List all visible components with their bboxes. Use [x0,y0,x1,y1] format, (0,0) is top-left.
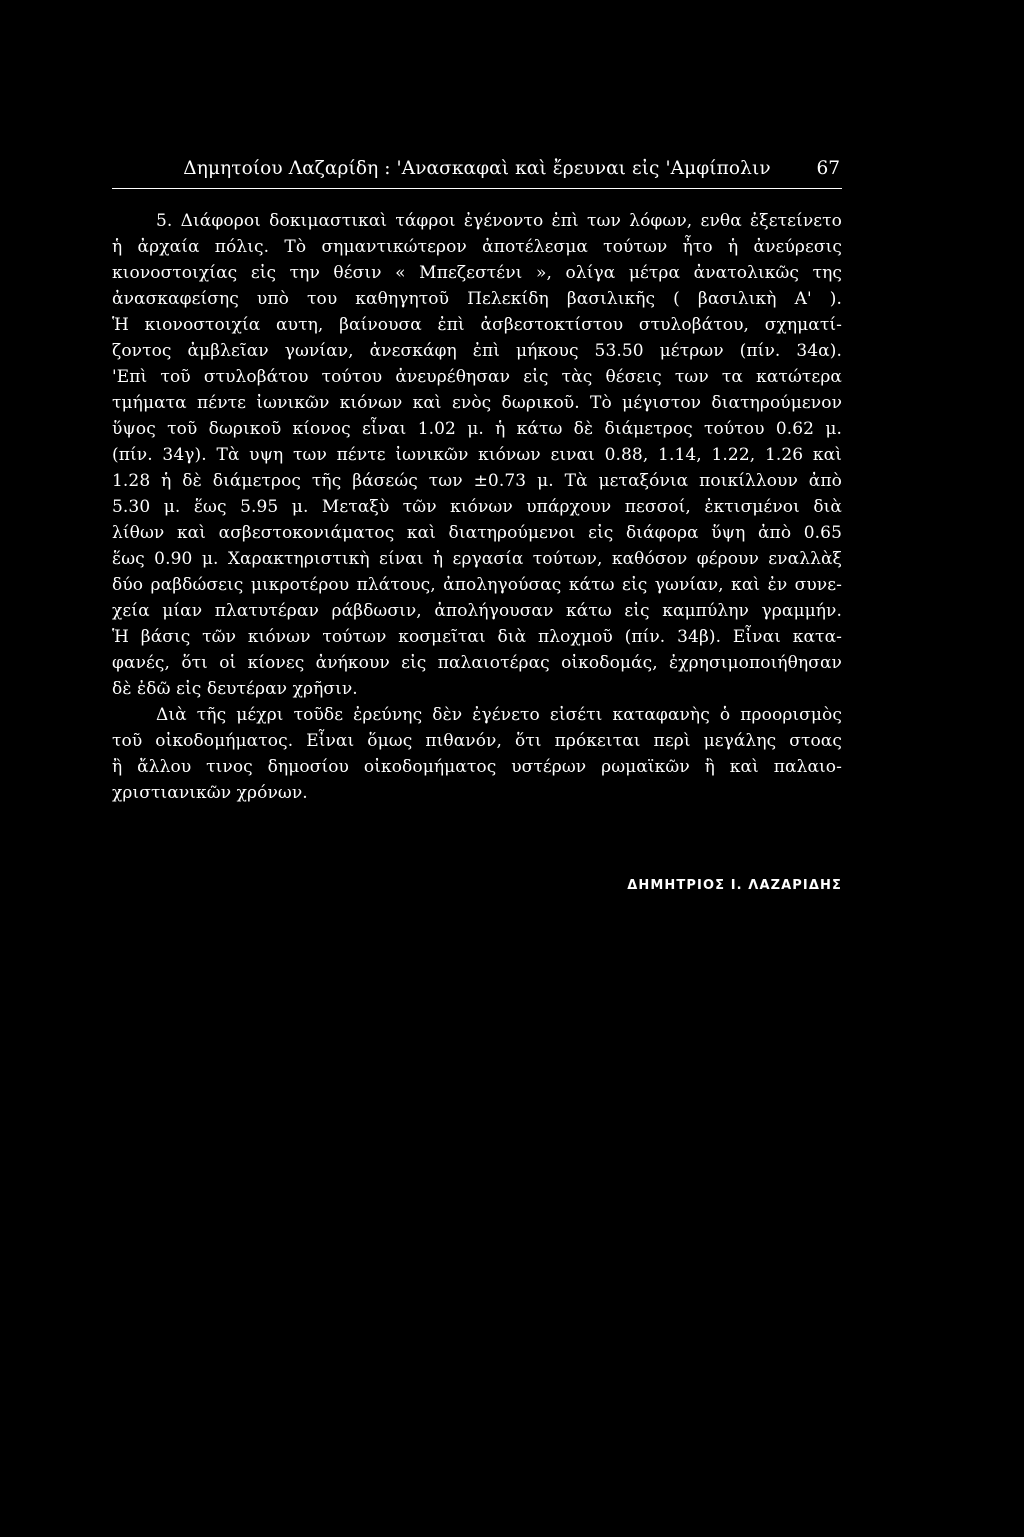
text-line: 5. Διάφοροι δοκιμαστικαὶ τάφροι ἐγένοντο ἐπὶ των λόφων, ενθα ἐξετείνετο [156,211,842,231]
text-line: φανές, ὅτι οἱ κίονες ἀνήκουν εἰς παλαιοτέρας οἰκοδομάς, ἐχρησιμοποιήθησαν [112,653,842,673]
text-line: ζοντος ἀμβλεῖαν γωνίαν, ἀνεσκάφη ἐπὶ μήκους 53.50 μέτρων (πίν. 34α). [112,341,842,361]
text-line: 1.28 ἡ δὲ διάμετρος τῆς βάσεώς των ±0.73 μ. Τὰ μεταξόνια ποικίλλουν ἀπὸ [112,471,842,491]
text-line: Διὰ τῆς μέχρι τοῦδε ἐρεύνης δὲν ἐγένετο εἰσέτι καταφανὴς ὁ προορισμὸς [156,705,842,725]
page-number: 67 [816,158,840,179]
text-line: ἢ ἄλλου τινος δημοσίου οἰκοδομήματος υστέρων ρωμαϊκῶν ἢ καὶ παλαιο- [112,757,842,777]
author-signature: ΔΗΜΗΤΡΙΟΣ Ι. ΛΑΖΑΡΙΔΗΣ [627,878,842,893]
text-line: ἡ ἀρχαία πόλις. Τὸ σημαντικώτερον ἀποτέλεσμα τούτων ἦτο ἡ ἀνεύρεσις [112,237,842,257]
running-title: Δημητοίου Λαζαρίδη : 'Ανασκαφαὶ καὶ ἔρευναι εἰς 'Αμφίπολιν [183,158,771,179]
text-line: δύο ραβδώσεις μικροτέρου πλάτους, ἀποληγούσας κάτω εἰς γωνίαν, καὶ ἐν συνε- [112,575,842,595]
text-line: χεία μίαν πλατυτέραν ράβδωσιν, ἀπολήγουσαν κάτω εἰς καμπύλην γραμμήν. [112,601,842,621]
text-line: τοῦ οἰκοδομήματος. Εἶναι ὅμως πιθανόν, ὅτι πρόκειται περὶ μεγάλης στοας [112,731,842,751]
text-line: δὲ ἐδῶ εἰς δευτέραν χρῆσιν. [112,679,358,699]
text-line: κιονοστοιχίας εἰς την θέσιν « Μπεζεστένι », ολίγα μέτρα ἀνατολικῶς της [112,263,842,283]
body-text [112,208,842,806]
text-line: χριστιανικῶν χρόνων. [112,783,308,803]
text-line: Ἡ κιονοστοιχία αυτη, βαίνουσα ἐπὶ ἀσβεστοκτίστου στυλοβάτου, σχηματί- [112,315,842,335]
text-line: 'Επὶ τοῦ στυλοβάτου τούτου ἀνευρέθησαν εἰς τὰς θέσεις των τα κατώτερα [112,367,842,387]
text-line: ἕως 0.90 μ. Χαρακτηριστικὴ είναι ἡ εργασία τούτων, καθόσον φέρουν εναλλὰξ [112,549,842,569]
text-line: ἀνασκαφείσης υπὸ του καθηγητοῦ Πελεκίδη βασιλικῆς ( βασιλικὴ Α' ). [112,289,842,309]
text-line: Ἡ βάσις τῶν κιόνων τούτων κοσμεῖται διὰ πλοχμοῦ (πίν. 34β). Εἶναι κατα- [112,627,842,647]
running-header [112,158,842,186]
header-rule [112,188,842,189]
text-line: (πίν. 34γ). Τὰ υψη των πέντε ἰωνικῶν κιόνων ειναι 0.88, 1.14, 1.22, 1.26 καὶ [112,445,842,465]
text-line: 5.30 μ. ἕως 5.95 μ. Μεταξὺ τῶν κιόνων υπάρχουν πεσσοί, ἐκτισμένοι διὰ [112,497,842,517]
text-line: τμήματα πέντε ἰωνικῶν κιόνων καὶ ενὸς δωρικοῦ. Τὸ μέγιστον διατηρούμενον [112,393,842,413]
text-line: λίθων καὶ ασβεστοκονιάματος καὶ διατηρούμενοι εἰς διάφορα ὕψη ἀπὸ 0.65 [112,523,842,543]
text-line: ὕψος τοῦ δωρικοῦ κίονος εἶναι 1.02 μ. ἡ κάτω δὲ διάμετρος τούτου 0.62 μ. [112,419,842,439]
